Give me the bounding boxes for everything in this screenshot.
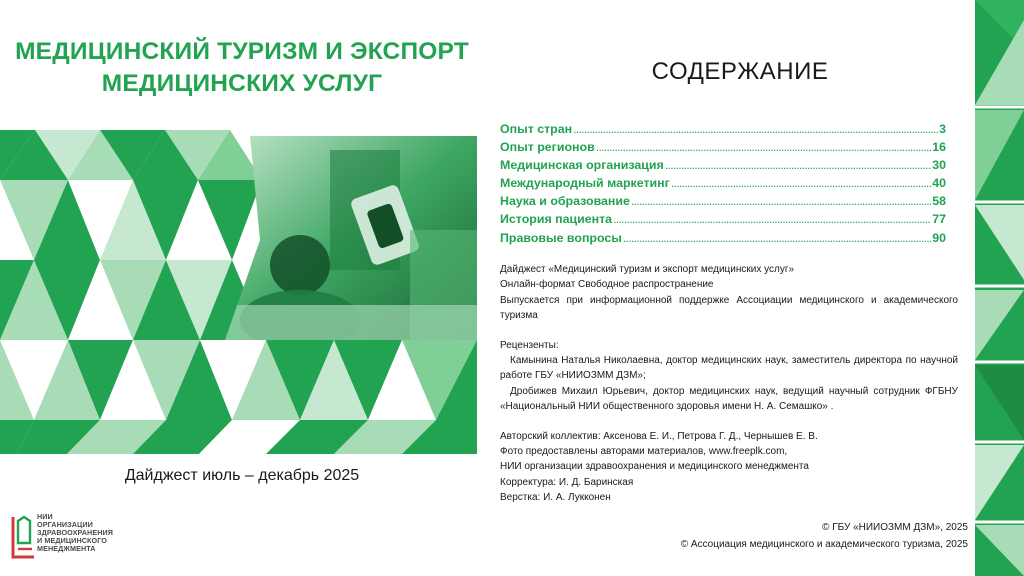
toc-item-medical-organization[interactable]: [500, 156, 946, 174]
toc-item-science-education[interactable]: [500, 192, 946, 210]
main-title-line2: МЕДИЦИНСКИХ УСЛУГ: [101, 70, 383, 97]
main-title-line1: МЕДИЦИНСКИЙ ТУРИЗМ И ЭКСПОРТ: [15, 38, 469, 65]
logo-line: ОРГАНИЗАЦИИ: [37, 520, 93, 530]
toc-item-page: 30: [932, 158, 946, 173]
digest-line: Дайджест «Медицинский туризм и экспорт медицинских услуг»: [500, 264, 795, 275]
reviewer-entry: Камынина Наталья Николаевна, доктор медицинских наук, заместитель директора по научной работе ГБУ «НИИОЗММ ДЗМ»;: [500, 355, 958, 382]
toc-item-title: История пациента: [500, 212, 613, 227]
institute-line: НИИ организации здравоохранения и медицинского менеджмента: [500, 461, 809, 473]
decorative-strip: [971, 0, 1024, 576]
toc-item-page: 90: [932, 230, 946, 245]
toc-item-page: 77: [932, 212, 946, 227]
copyright-line: © Ассоциация медицинского и академического туризма, 2025: [680, 539, 968, 550]
reviewer-entry: Дробижев Михаил Юрьевич, доктор медицинских наук, ведущий научный сотрудник ФГБНУ «Национальный НИИ общественного здоровья имени Н. А. Семашко» .: [500, 385, 958, 413]
toc-item-title: Наука и образование: [500, 194, 630, 209]
toc-item-page: 3: [939, 122, 946, 136]
toc-item-title: Опыт стран: [500, 122, 573, 136]
triangle-pattern-top: [0, 130, 266, 340]
toc-heading: СОДЕРЖАНИЕ: [651, 58, 829, 85]
toc-item-international-marketing[interactable]: [500, 174, 946, 192]
layout-credit-line: Верстка: И. А. Лукконен: [500, 492, 611, 504]
toc-item-page: 40: [932, 176, 946, 191]
toc-item-page: 58: [932, 194, 946, 209]
logo-line: НИИ: [37, 512, 53, 521]
main-title: [0, 36, 484, 100]
toc-leader-dots: [623, 229, 931, 247]
toc-leader-dots: [665, 156, 931, 174]
publication-info: [500, 262, 958, 506]
toc-leader-dots: [613, 210, 931, 228]
proofreading-line: Корректура: И. Д. Баринская: [500, 476, 634, 488]
logo-line: ЗДРАВООХРАНЕНИЯ: [37, 528, 114, 538]
toc-leader-dots: [671, 174, 931, 192]
toc-item-page: 16: [932, 140, 946, 155]
logo-line: И МЕДИЦИНСКОГО: [37, 536, 107, 546]
digest-period: Дайджест июль – декабрь 2025: [124, 467, 360, 484]
toc-leader-dots: [631, 192, 931, 210]
authors-line: Авторский коллектив: Аксенова Е. И., Петрова Г. Д., Чернышев Е. В.: [500, 430, 818, 442]
toc-item-title: Правовые вопросы: [500, 230, 622, 245]
toc-item-title: Опыт регионов: [500, 140, 595, 155]
copyright: [681, 519, 968, 553]
support-line: Выпускается при информационной поддержке Ассоциации медицинского и академического туризма: [500, 294, 958, 322]
reviewers-label: Рецензенты:: [500, 339, 559, 351]
toc-item-title: Международный маркетинг: [500, 176, 670, 191]
table-of-contents: [500, 120, 946, 247]
format-line: Онлайн-формат Свободное распространение: [500, 279, 714, 291]
photos-line: Фото предоставлены авторами материалов, www.freeplk.com,: [500, 446, 788, 458]
logo-text: [37, 513, 113, 553]
toc-item-title: Медицинская организация: [500, 158, 664, 173]
toc-leader-dots: [596, 138, 932, 156]
toc-item-patient-story[interactable]: [500, 210, 946, 228]
toc-item-legal-issues[interactable]: [500, 229, 946, 247]
triangle-pattern-bottom: [0, 340, 477, 454]
toc-item-countries[interactable]: [500, 120, 946, 138]
toc-leader-dots: [573, 120, 938, 138]
toc-item-regions[interactable]: [500, 138, 946, 156]
logo-line: МЕНЕДЖМЕНТА: [37, 544, 96, 554]
copyright-line: © ГБУ «НИИОЗММ ДЗМ», 2025: [822, 522, 968, 533]
cover-graphic: [0, 130, 477, 454]
